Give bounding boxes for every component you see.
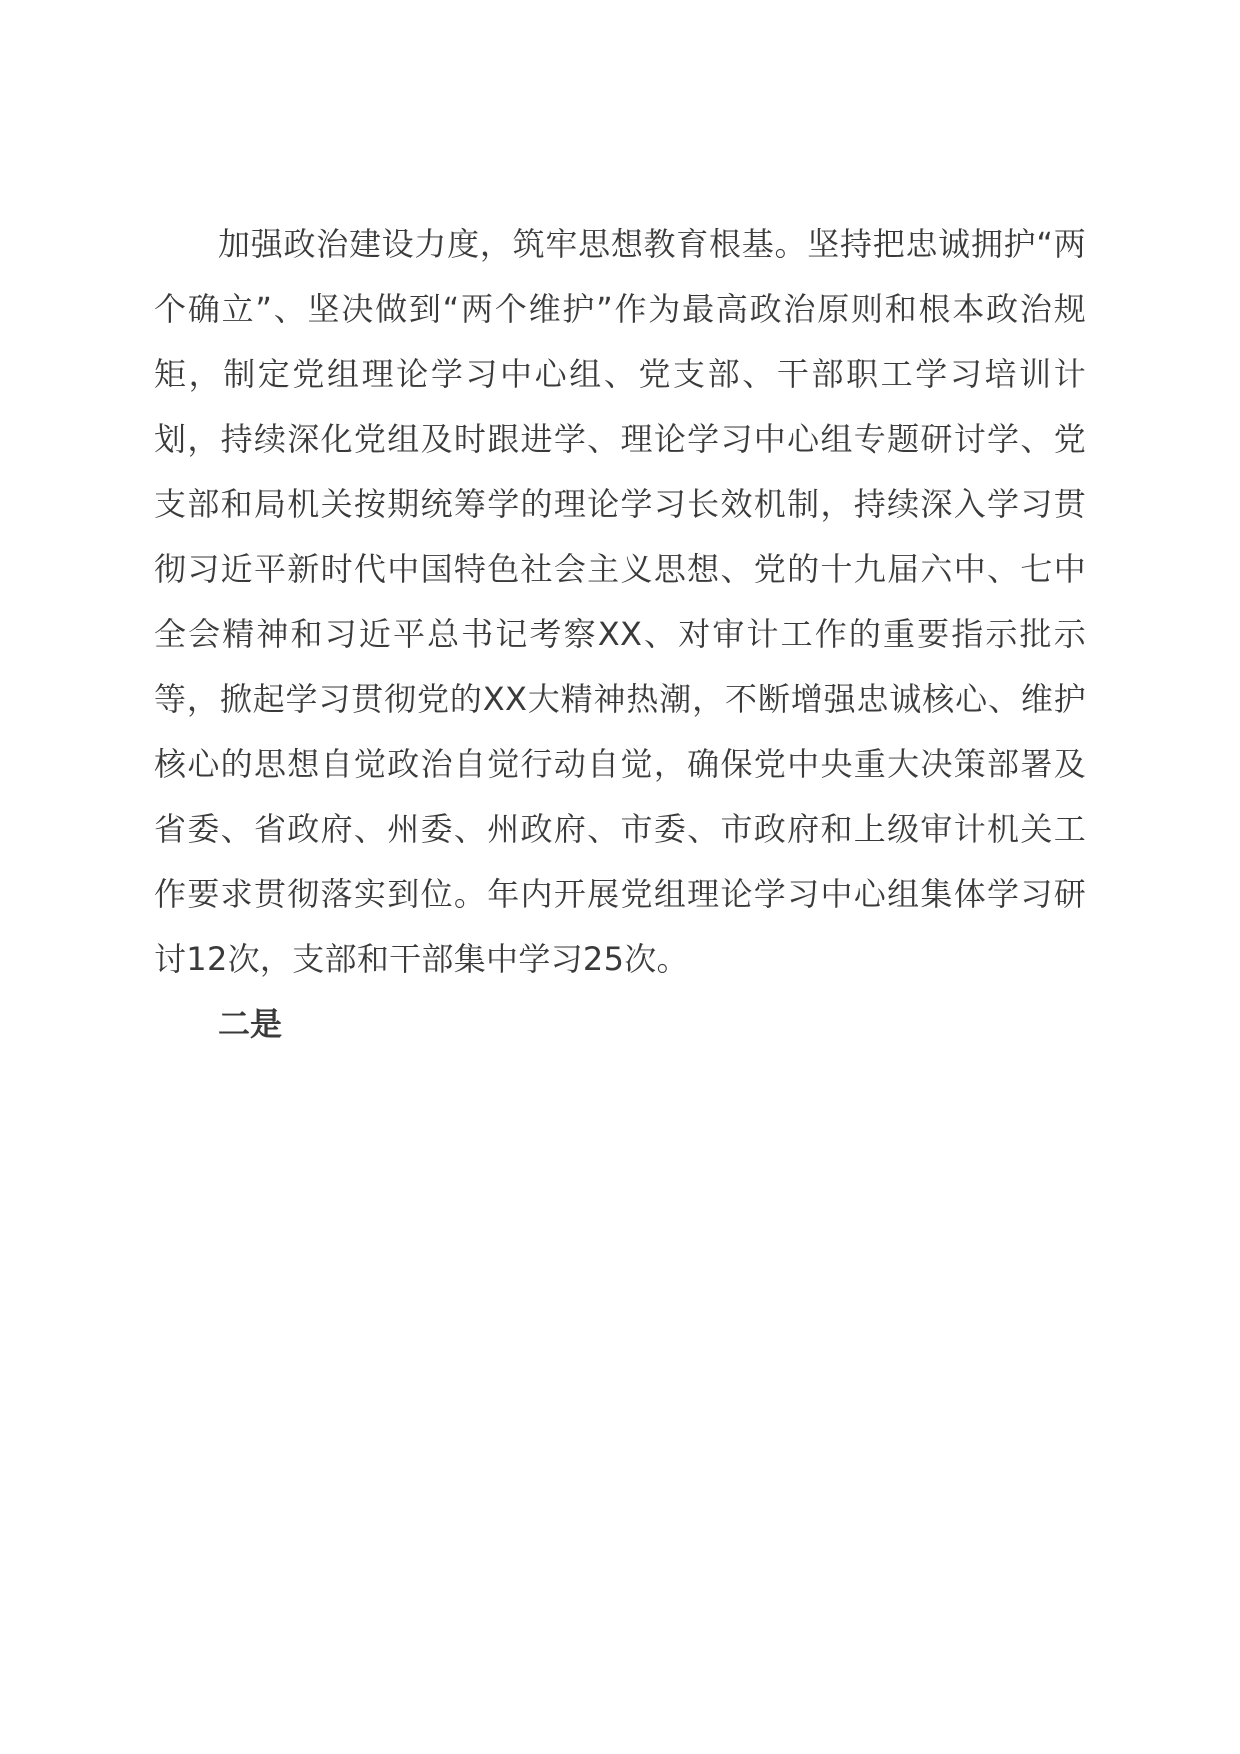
document-body: [154, 212, 1086, 1057]
body-paragraph: 加强政治建设力度，筑牢思想教育根基。坚持把忠诚拥护“两个确立”、坚决做到“两个维护”作为最高政治原则和根本政治规矩，制定党组理论学习中心组、党支部、干部职工学习培训计划，持续深化党组及时跟进学、理论学习中心组专题研讨学、党支部和局机关按期统筹学的理论学习长效机制，持续深入学习贯彻习近平新时代中国特色社会主义思想、党的十九届六中、七中全会精神和习近平总书记考察XX、对审计工作的重要指示批示等，掀起学习贯彻党的XX大精神热潮，不断增强忠诚核心、维护核心的思想自觉政治自觉行动自觉，确保党中央重大决策部署及省委、省政府、州委、州政府、市委、市政府和上级审计机关工作要求贯彻落实到位。年内开展党组理论学习中心组集体学习研讨12次，支部和干部集中学习25次。: [154, 225, 1086, 978]
section-heading: 二是: [218, 1005, 283, 1043]
